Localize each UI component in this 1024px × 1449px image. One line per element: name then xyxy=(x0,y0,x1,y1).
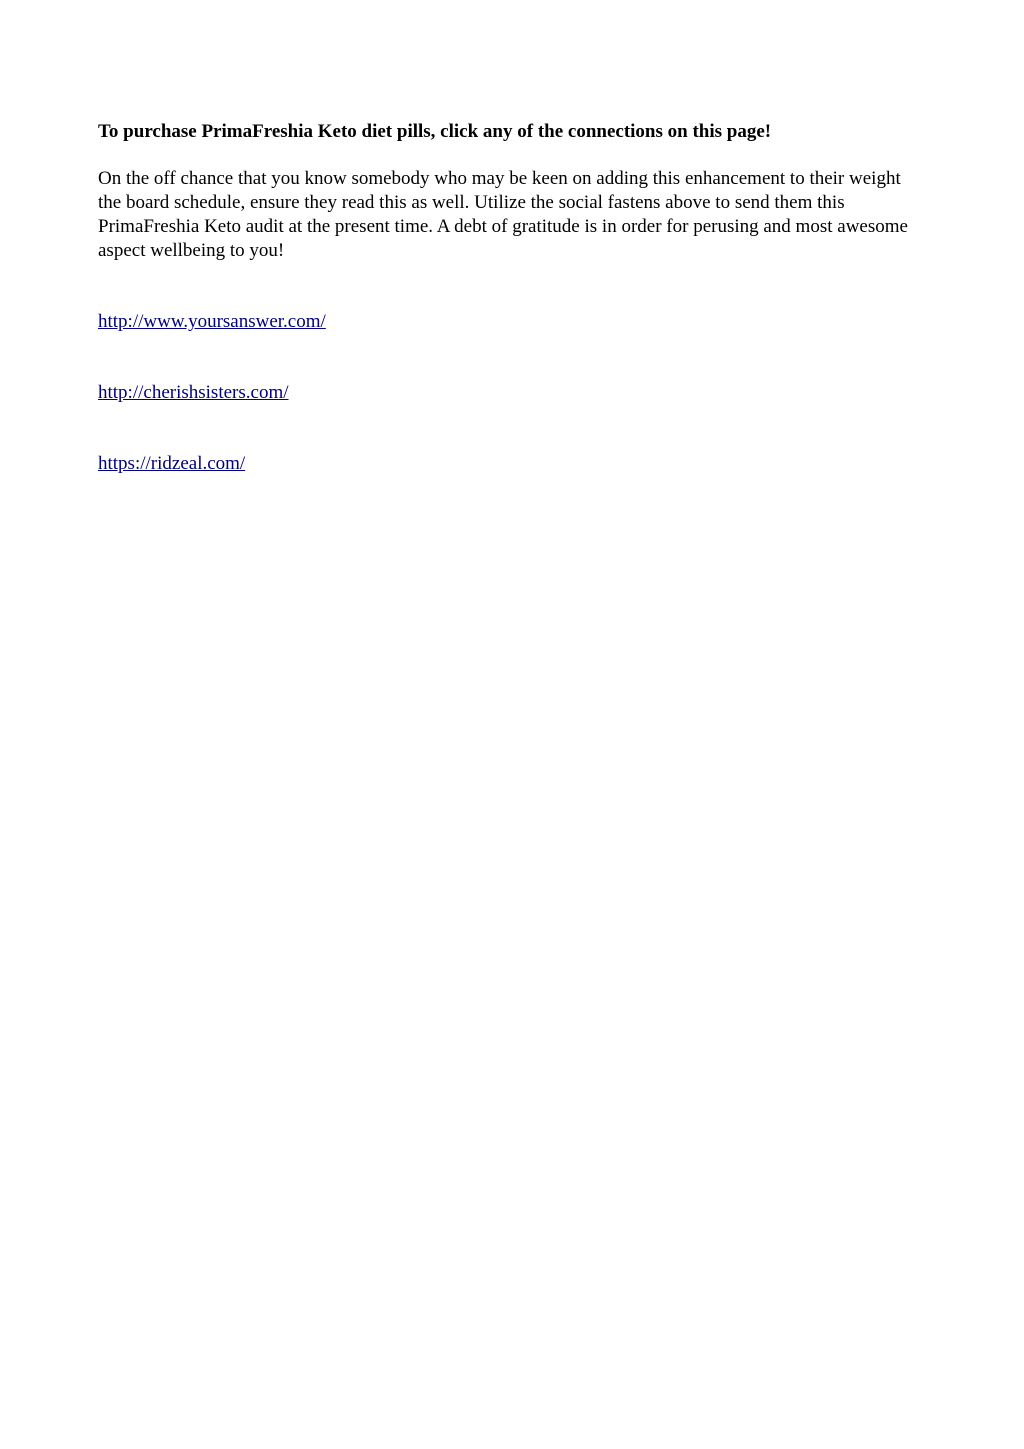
document-body xyxy=(98,120,928,523)
page-heading: To purchase PrimaFreshia Keto diet pills, click any of the connections on this page! xyxy=(98,121,772,142)
body-paragraph: On the off chance that you know somebody who may be keen on adding this enhancement to their weight the board schedule, ensure they read this as well. Utilize the social fastens above to send them this PrimaFreshia Keto audit at the present time. A debt of gratitude is in order for perusing and most awesome aspect wellbeing to you! xyxy=(98,168,908,261)
link-list xyxy=(98,310,928,523)
link-row xyxy=(98,452,928,523)
link-row xyxy=(98,381,928,452)
link-ridzeal[interactable]: https://ridzeal.com/ xyxy=(98,453,246,474)
link-row xyxy=(98,310,928,381)
link-yoursanswer[interactable]: http://www.yoursanswer.com/ xyxy=(98,311,326,332)
link-cherishsisters[interactable]: http://cherishsisters.com/ xyxy=(98,382,289,403)
